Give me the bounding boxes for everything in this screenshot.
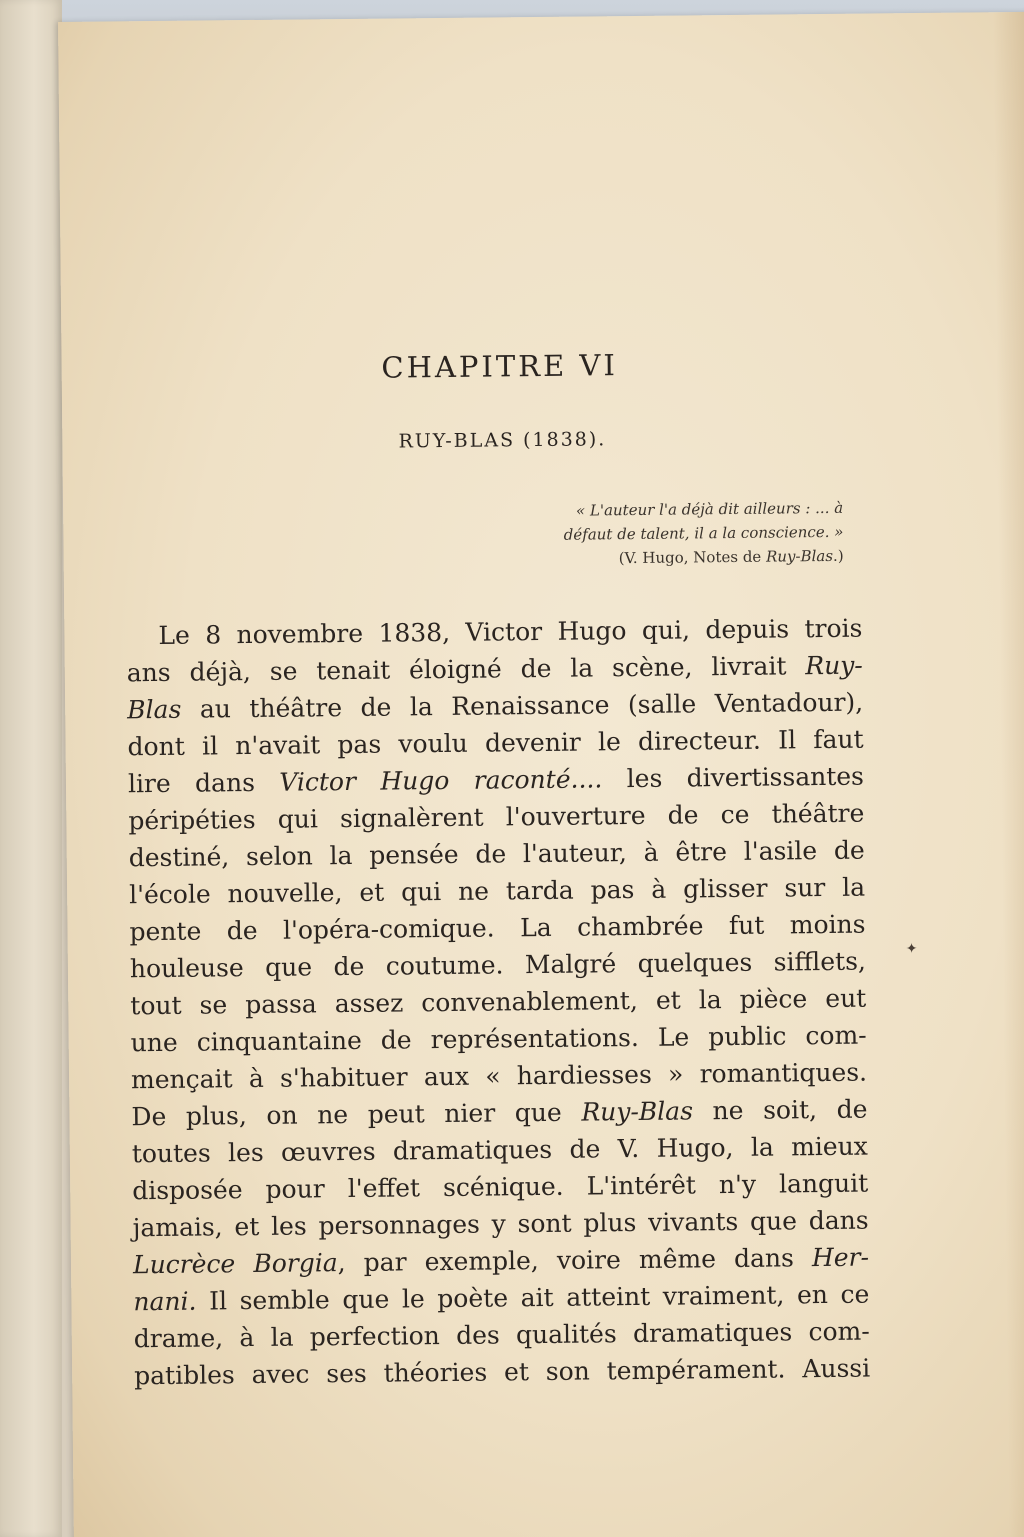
text-line: mençait à s'habituer aux « hardiesses » romantiques. xyxy=(130,1057,868,1095)
attribution-title: Ruy-Blas xyxy=(765,546,834,566)
left-page-edge xyxy=(0,0,62,1537)
text-line: jamais, et les personnages y sont plus vivants que dans xyxy=(132,1205,869,1243)
italic-title: nani. xyxy=(133,1286,197,1317)
text-line: drame, à la perfection des qualités dramatiques com- xyxy=(133,1316,870,1354)
text-line: Le 8 novembre 1838, Victor Hugo qui, depuis trois xyxy=(158,613,863,650)
ink-mark: ✦ xyxy=(905,942,918,958)
text-run: ans déjà, se tenait éloigné de la scène, livrait xyxy=(126,651,806,688)
text-line: tout se passa assez convenablement, et la pièce eut xyxy=(130,983,867,1021)
italic-title: Ruy-Blas xyxy=(581,1096,694,1127)
text-run: les divertissantes xyxy=(602,761,865,794)
epigraph-line: « L'auteur l'a déjà dit ailleurs : ... à xyxy=(575,498,844,520)
text-run: au théâtre de la Renaissance (salle Ventadour), xyxy=(181,687,864,724)
epigraph xyxy=(463,496,844,572)
epigraph-line: défaut de talent, il a la conscience. » xyxy=(563,522,844,544)
text-line: péripéties qui signalèrent l'ouverture de ce théâtre xyxy=(128,798,865,836)
italic-title: Lucrèce Borgia xyxy=(132,1248,338,1280)
text-run: , par exemple, voire même dans xyxy=(337,1243,813,1278)
text-line: patibles avec ses théories et son tempérament. Aussi xyxy=(134,1353,871,1391)
text-line: pente de l'opéra-comique. La chambrée fut moins xyxy=(129,909,866,947)
epigraph-attribution xyxy=(464,544,844,572)
text-run: De plus, on ne peut nier que xyxy=(131,1097,582,1132)
text-line: dont il n'avait pas voulu devenir le directeur. Il faut xyxy=(127,724,864,762)
text-line: toutes les œuvres dramatiques de V. Hugo, la mieux xyxy=(131,1131,868,1169)
italic-title: Her- xyxy=(811,1242,870,1273)
text-line: houleuse que de coutume. Malgré quelques sifflets, xyxy=(129,946,867,984)
text-run: ne soit, de xyxy=(692,1094,868,1126)
chapter-subtitle: RUY-BLAS (1838). xyxy=(398,428,607,453)
page-shadow xyxy=(993,12,1024,1537)
attribution-text: .) xyxy=(832,546,844,565)
text-line: l'école nouvelle, et qui ne tarda pas à glisser sur la xyxy=(128,872,866,910)
body-paragraph xyxy=(126,610,870,1395)
italic-title: Ruy- xyxy=(805,650,863,681)
italic-title: Victor Hugo raconté.... xyxy=(279,764,603,797)
text-line: destiné, selon la pensée de l'auteur, à être l'asile de xyxy=(128,835,865,873)
chapter-title: CHAPITRE VI xyxy=(381,348,618,385)
book-page xyxy=(58,12,1024,1537)
italic-title: Blas xyxy=(127,694,182,725)
text-line: disposée pour l'effet scénique. L'intérêt n'y languit xyxy=(132,1168,869,1206)
attribution-text: (V. Hugo, Notes de xyxy=(618,547,767,568)
text-run: Il semble que le poète ait atteint vraiment, en ce xyxy=(196,1279,870,1316)
text-run: lire dans xyxy=(127,767,280,799)
text-line: une cinquantaine de représentations. Le public com- xyxy=(130,1020,867,1058)
